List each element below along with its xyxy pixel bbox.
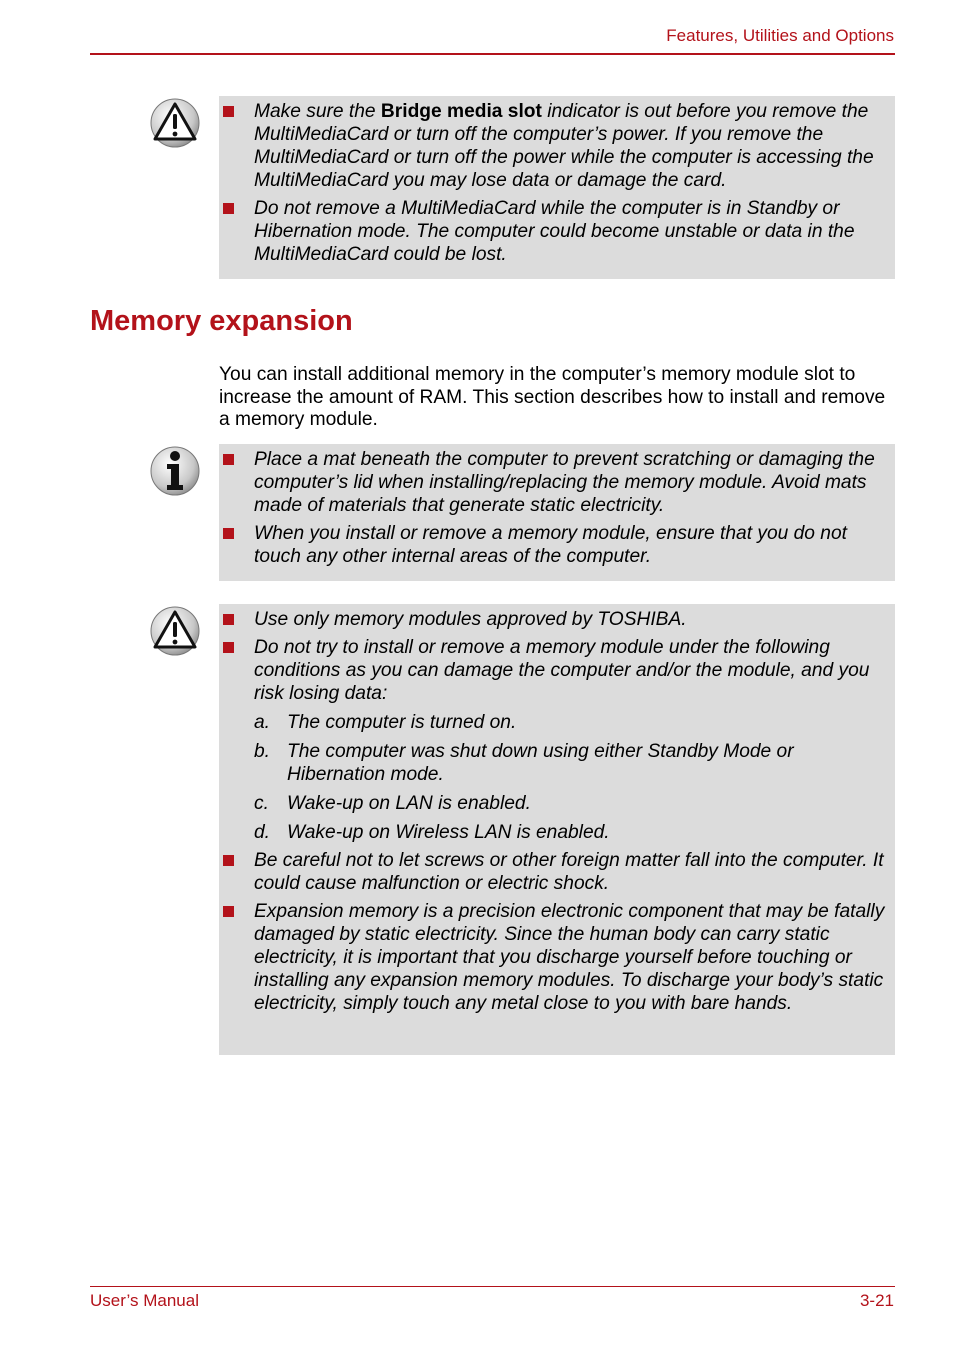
list-item: Expansion memory is a precision electronic component that may be fatally damaged by static electricity. Since the human body can carry static electricity, it is important that you discharge yourself before touching or installing any expansion memory modules. To discharge your body’s static electricity, simply touch any metal close to you with bare hands.	[219, 900, 887, 1015]
bullet-square-icon	[223, 454, 234, 465]
bullet-square-icon	[223, 528, 234, 539]
list-item: When you install or remove a memory module, ensure that you do not touch any other internal areas of the computer.	[219, 522, 887, 568]
header-rule	[90, 53, 895, 55]
info-note-memory	[219, 444, 895, 581]
intro-paragraph: You can install additional memory in the computer’s memory module slot to increase the amount of RAM. This section describes how to install and remove a memory module.	[219, 364, 886, 430]
running-header: Features, Utilities and Options	[666, 26, 894, 45]
list-item: Make sure the Bridge media slot indicator is out before you remove the MultiMediaCard or turn off the computer’s power. If you remove the MultiMediaCard or turn off the power while the computer is accessing the MultiMediaCard you may lose data or damage the card.	[219, 100, 887, 192]
sub-list-item: d. Wake-up on Wireless LAN is enabled.	[254, 822, 610, 843]
list-item: Be careful not to let screws or other foreign matter fall into the computer. It could cause malfunction or electric shock.	[219, 849, 887, 895]
bold-term: Bridge media slot	[380, 101, 542, 122]
page-number: 3-21	[859, 1291, 894, 1310]
warning-note-memory-modules	[219, 604, 895, 1055]
warning-icon	[149, 605, 201, 657]
footer-manual-label: User’s Manual	[90, 1291, 199, 1310]
footer-rule	[90, 1286, 895, 1287]
warning-icon	[149, 97, 201, 149]
bullet-square-icon	[223, 614, 234, 625]
list-item: Place a mat beneath the computer to prevent scratching or damaging the computer’s lid when installing/replacing the memory module. Avoid mats made of materials that generate static electricity.	[219, 448, 887, 517]
bullet-square-icon	[223, 855, 234, 866]
bullet-square-icon	[223, 203, 234, 214]
list-item: Do not try to install or remove a memory module under the following conditions as you can damage the computer and/or the module, and you risk losing data:	[219, 636, 887, 705]
list-item: Do not remove a MultiMediaCard while the computer is in Standby or Hibernation mode. The computer could become unstable or data in the MultiMediaCard could be lost.	[219, 197, 887, 266]
info-icon	[149, 445, 201, 497]
warning-note-bridge-media	[219, 96, 895, 279]
bullet-square-icon	[223, 106, 234, 117]
sub-list-item: b. The computer was shut down using either Standby Mode or Hibernation mode.	[254, 741, 794, 785]
sub-list-item: a. The computer is turned on.	[254, 712, 517, 733]
bullet-square-icon	[223, 642, 234, 653]
sub-list-item: c. Wake-up on LAN is enabled.	[254, 793, 531, 814]
section-title: Memory expansion	[90, 305, 353, 337]
list-item: Use only memory modules approved by TOSHIBA.	[219, 608, 887, 631]
bullet-square-icon	[223, 906, 234, 917]
